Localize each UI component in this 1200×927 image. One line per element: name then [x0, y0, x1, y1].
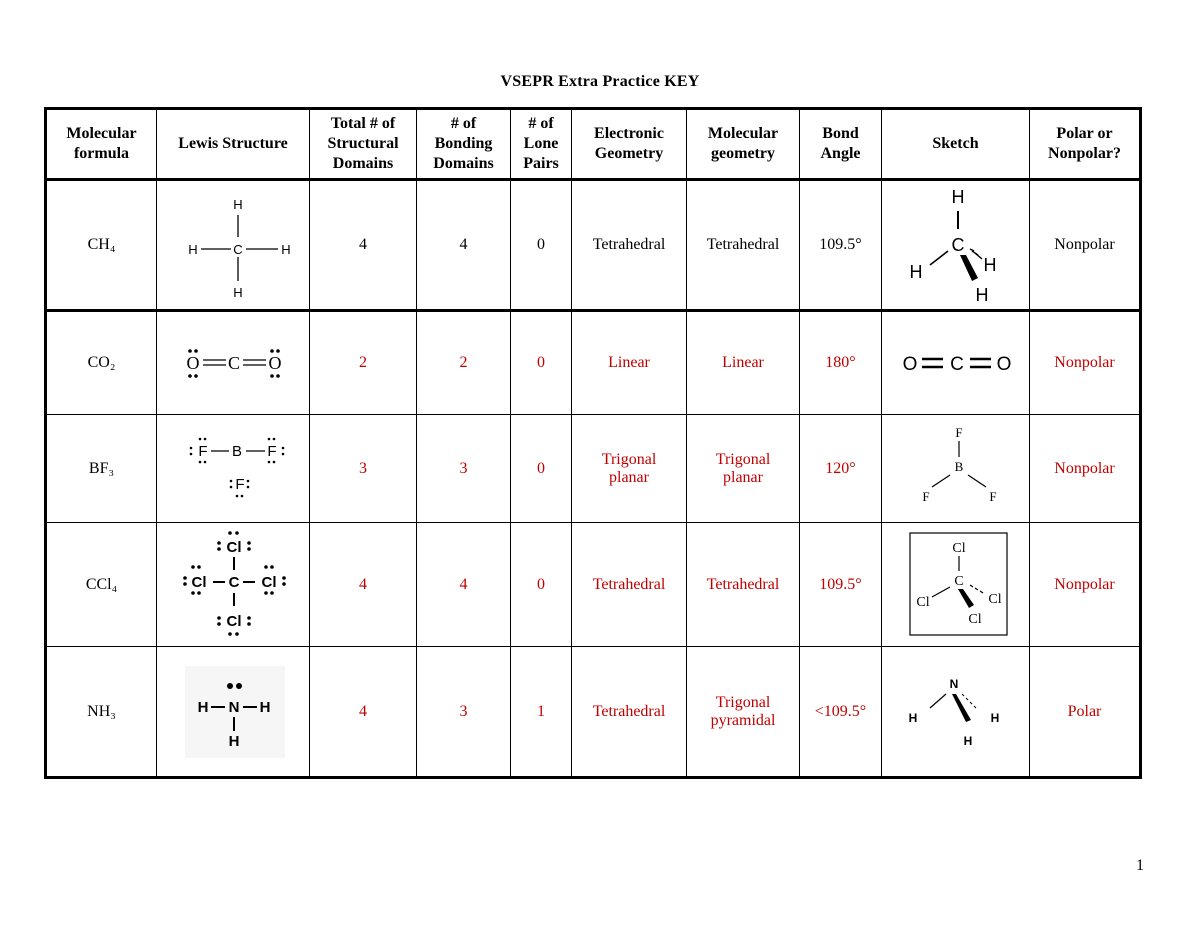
sketch-bf3 [886, 421, 1026, 516]
cell-bonding-domains: 4 [417, 180, 511, 311]
svg-text:F: F [198, 442, 208, 460]
svg-text:C: C [950, 354, 964, 375]
svg-text:F: F [955, 425, 963, 440]
lewis-structure-nh3 [163, 662, 303, 762]
table-row [46, 647, 1141, 778]
cell-sketch [882, 523, 1030, 647]
cell-formula: CH₄ [46, 180, 157, 311]
svg-text:H: H [259, 698, 271, 716]
svg-text:H: H [188, 242, 198, 257]
svg-text:H: H [983, 254, 997, 275]
svg-text:O: O [268, 353, 282, 373]
vsepr-table [44, 107, 1142, 779]
cell-total-domains: 4 [310, 647, 417, 778]
svg-text:Cl: Cl [952, 540, 966, 556]
table-row [46, 523, 1141, 647]
cell-electronic-geometry: Tetrahedral [572, 523, 687, 647]
cell-sketch [882, 311, 1030, 415]
cell-lone-pairs: 0 [511, 180, 572, 311]
sketch-nh3 [886, 664, 1026, 759]
svg-text:F: F [922, 489, 930, 504]
header-sketch: Sketch [882, 109, 1030, 180]
svg-text:Cl: Cl [916, 594, 930, 610]
svg-text:Cl: Cl [968, 611, 982, 627]
cell-bond-angle: <109.5° [800, 647, 882, 778]
cell-sketch [882, 647, 1030, 778]
cell-electronic-geometry: Trigonal planar [572, 415, 687, 523]
cell-sketch [882, 415, 1030, 523]
cell-bond-angle: 109.5° [800, 180, 882, 311]
svg-text:Cl: Cl [226, 612, 242, 630]
cell-electronic-geometry: Tetrahedral [572, 647, 687, 778]
sketch-ch4 [886, 183, 1026, 308]
cell-polarity: Nonpolar [1030, 523, 1141, 647]
svg-text:H: H [975, 284, 989, 305]
cell-total-domains: 4 [310, 523, 417, 647]
cell-bonding-domains: 2 [417, 311, 511, 415]
cell-sketch [882, 180, 1030, 311]
header-bonding-domains: # of Bonding Domains [417, 109, 511, 180]
svg-text:F: F [235, 475, 245, 493]
cell-lewis [157, 311, 310, 415]
cell-total-domains: 4 [310, 180, 417, 311]
svg-text:H: H [909, 261, 923, 282]
header-electronic-geometry: Electronic Geometry [572, 109, 687, 180]
svg-text:H: H [990, 711, 1000, 725]
header-polarity: Polar or Nonpolar? [1030, 109, 1141, 180]
svg-text:C: C [954, 573, 964, 589]
header-formula: Molecular formula [46, 109, 157, 180]
svg-text:H: H [963, 734, 973, 748]
cell-electronic-geometry: Tetrahedral [572, 180, 687, 311]
cell-polarity: Nonpolar [1030, 415, 1141, 523]
svg-text:O: O [186, 353, 200, 373]
svg-text:Cl: Cl [988, 591, 1002, 607]
cell-lewis [157, 647, 310, 778]
svg-text:N: N [228, 698, 240, 716]
table-row [46, 311, 1141, 415]
svg-text:C: C [227, 353, 241, 373]
cell-molecular-geometry: Trigonal pyramidal [687, 647, 800, 778]
cell-lone-pairs: 1 [511, 647, 572, 778]
header-total-domains: Total # of Structural Domains [310, 109, 417, 180]
cell-bonding-domains: 4 [417, 523, 511, 647]
cell-formula: CCl₄ [46, 523, 157, 647]
header-lewis: Lewis Structure [157, 109, 310, 180]
lewis-structure-ccl4 [163, 526, 303, 644]
svg-text:H: H [233, 285, 243, 300]
cell-formula: BF₃ [46, 415, 157, 523]
cell-polarity: Nonpolar [1030, 180, 1141, 311]
cell-total-domains: 3 [310, 415, 417, 523]
page-number: 1 [1136, 857, 1144, 874]
svg-text:H: H [951, 186, 965, 207]
table-row [46, 180, 1141, 311]
svg-text:Cl: Cl [191, 573, 207, 591]
lewis-structure-bf3 [163, 424, 303, 514]
cell-molecular-geometry: Linear [687, 311, 800, 415]
cell-bond-angle: 180° [800, 311, 882, 415]
svg-text:H: H [281, 242, 291, 257]
cell-formula: NH₃ [46, 647, 157, 778]
cell-polarity: Nonpolar [1030, 311, 1141, 415]
header-lone-pairs: # of Lone Pairs [511, 109, 572, 180]
header-molecular-geometry: Molecular geometry [687, 109, 800, 180]
svg-text:O: O [902, 354, 918, 375]
cell-bonding-domains: 3 [417, 647, 511, 778]
table-row [46, 415, 1141, 523]
svg-text:Cl: Cl [226, 538, 242, 556]
cell-lone-pairs: 0 [511, 311, 572, 415]
svg-text:C: C [951, 234, 965, 255]
cell-bond-angle: 120° [800, 415, 882, 523]
cell-electronic-geometry: Linear [572, 311, 687, 415]
sketch-ccl4 [886, 529, 1026, 641]
svg-text:B: B [231, 442, 243, 460]
svg-text:C: C [233, 242, 243, 257]
svg-text:H: H [233, 197, 243, 212]
lewis-structure-co2 [163, 333, 303, 393]
cell-molecular-geometry: Trigonal planar [687, 415, 800, 523]
page-title: VSEPR Extra Practice KEY [500, 73, 700, 90]
svg-text:H: H [908, 711, 918, 725]
svg-text:C: C [228, 573, 240, 591]
cell-bond-angle: 109.5° [800, 523, 882, 647]
header-row [46, 109, 1141, 180]
cell-lewis [157, 415, 310, 523]
cell-polarity: Polar [1030, 647, 1141, 778]
cell-lone-pairs: 0 [511, 415, 572, 523]
cell-lewis [157, 180, 310, 311]
cell-molecular-geometry: Tetrahedral [687, 523, 800, 647]
cell-lone-pairs: 0 [511, 523, 572, 647]
svg-text:O: O [996, 354, 1012, 375]
cell-formula: CO₂ [46, 311, 157, 415]
svg-text:H: H [197, 698, 209, 716]
svg-text:H: H [228, 732, 240, 750]
cell-total-domains: 2 [310, 311, 417, 415]
svg-text:N: N [949, 677, 959, 691]
lewis-structure-ch4 [163, 185, 303, 305]
svg-text:F: F [267, 442, 277, 460]
svg-text:Cl: Cl [261, 573, 277, 591]
cell-molecular-geometry: Tetrahedral [687, 180, 800, 311]
svg-text:F: F [989, 489, 997, 504]
header-bond-angle: Bond Angle [800, 109, 882, 180]
svg-text:B: B [954, 459, 964, 474]
cell-lewis [157, 523, 310, 647]
sketch-co2 [886, 343, 1026, 383]
cell-bonding-domains: 3 [417, 415, 511, 523]
